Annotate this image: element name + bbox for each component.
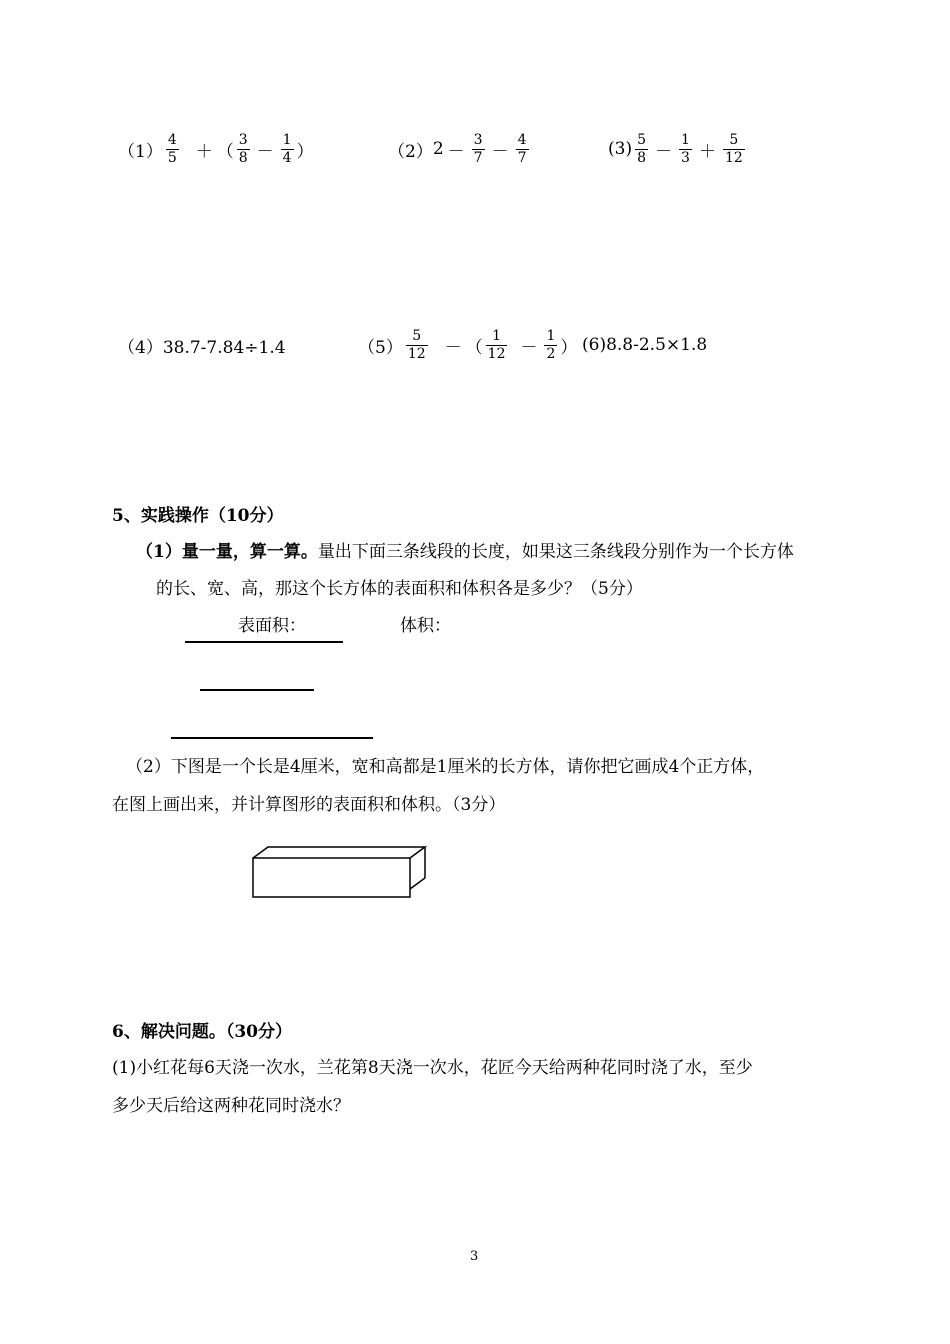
volume-label: 体积： — [400, 616, 451, 636]
fraction: $\frac{3}{8}$ — [238, 131, 248, 166]
problem-label: （5） — [358, 337, 403, 358]
operator: － — [256, 141, 274, 162]
cuboid-figure — [245, 840, 435, 904]
section-5-q1-line2: 的长、宽、高，那这个长方体的表面积和体积各是多少？（5分） — [156, 579, 643, 599]
whole-number: 2 — [432, 139, 444, 159]
fraction: $\frac{5}{8}$ — [637, 131, 647, 166]
problem-label: (3) — [608, 139, 633, 159]
section-6-q1-line1: (1)小红花每6天浇一次水，兰花第8天浇一次水，花匠今天给两种花同时浇了水，至少 — [112, 1058, 753, 1078]
operator: － — [444, 337, 462, 358]
problem-5 — [358, 323, 577, 367]
operator: － — [655, 141, 673, 162]
operator: ＋ — [698, 141, 716, 162]
operator: ＋ — [195, 141, 213, 162]
page-number: 3 — [470, 1249, 479, 1264]
problem-label: （2） — [388, 141, 433, 162]
fraction: $\frac{5}{12}$ — [407, 327, 426, 362]
problem-2 — [388, 127, 532, 171]
section-6-q1-line2: 多少天后给这两种花同时浇水？ — [112, 1096, 350, 1116]
segment-height — [171, 737, 373, 739]
problem-1 — [118, 127, 314, 171]
section-6-heading: 6、解决问题。（30分） — [112, 1022, 292, 1042]
fraction: $\frac{5}{12}$ — [724, 131, 743, 166]
fraction: $\frac{4}{5}$ — [167, 131, 177, 166]
segment-length — [185, 641, 343, 643]
operator: － — [520, 337, 538, 358]
section-5-q2-line2: 在图上画出来，并计算图形的表面积和体积。（3分） — [112, 795, 506, 815]
fraction: $\frac{1}{4}$ — [282, 131, 292, 166]
problem-6: (6)8.8-2.5×1.8 — [582, 335, 708, 355]
problem-4: （4）38.7-7.84÷1.4 — [118, 337, 286, 358]
section-5-heading: 5、实践操作（10分） — [112, 506, 284, 526]
section-5-q2-line1: （2）下图是一个长是4厘米，宽和高都是1厘米的长方体，请你把它画成4个正方体， — [126, 757, 765, 777]
problem-label: （1） — [118, 141, 163, 162]
fraction: $\frac{1}{3}$ — [681, 131, 690, 166]
fraction: $\frac{3}{7}$ — [473, 131, 483, 166]
q1-text: 量出下面三条线段的长度，如果这三条线段分别作为一个长方体 — [317, 542, 794, 562]
paren: （ — [465, 337, 483, 358]
operator: － — [491, 141, 509, 162]
operator: － — [447, 141, 465, 162]
segment-width — [200, 689, 314, 691]
fraction: $\frac{1}{2}$ — [546, 327, 556, 362]
paren: ） — [560, 337, 578, 358]
q1-bold-title: （1）量一量，算一算。 — [136, 542, 318, 562]
paren: （ — [216, 141, 234, 162]
problem-3 — [608, 127, 748, 171]
fraction: $\frac{4}{7}$ — [517, 131, 527, 166]
paren: ） — [296, 141, 314, 162]
fraction: $\frac{1}{12}$ — [487, 327, 506, 362]
section-5-q1-line1 — [136, 537, 794, 562]
surface-area-label: 表面积： — [238, 616, 306, 636]
